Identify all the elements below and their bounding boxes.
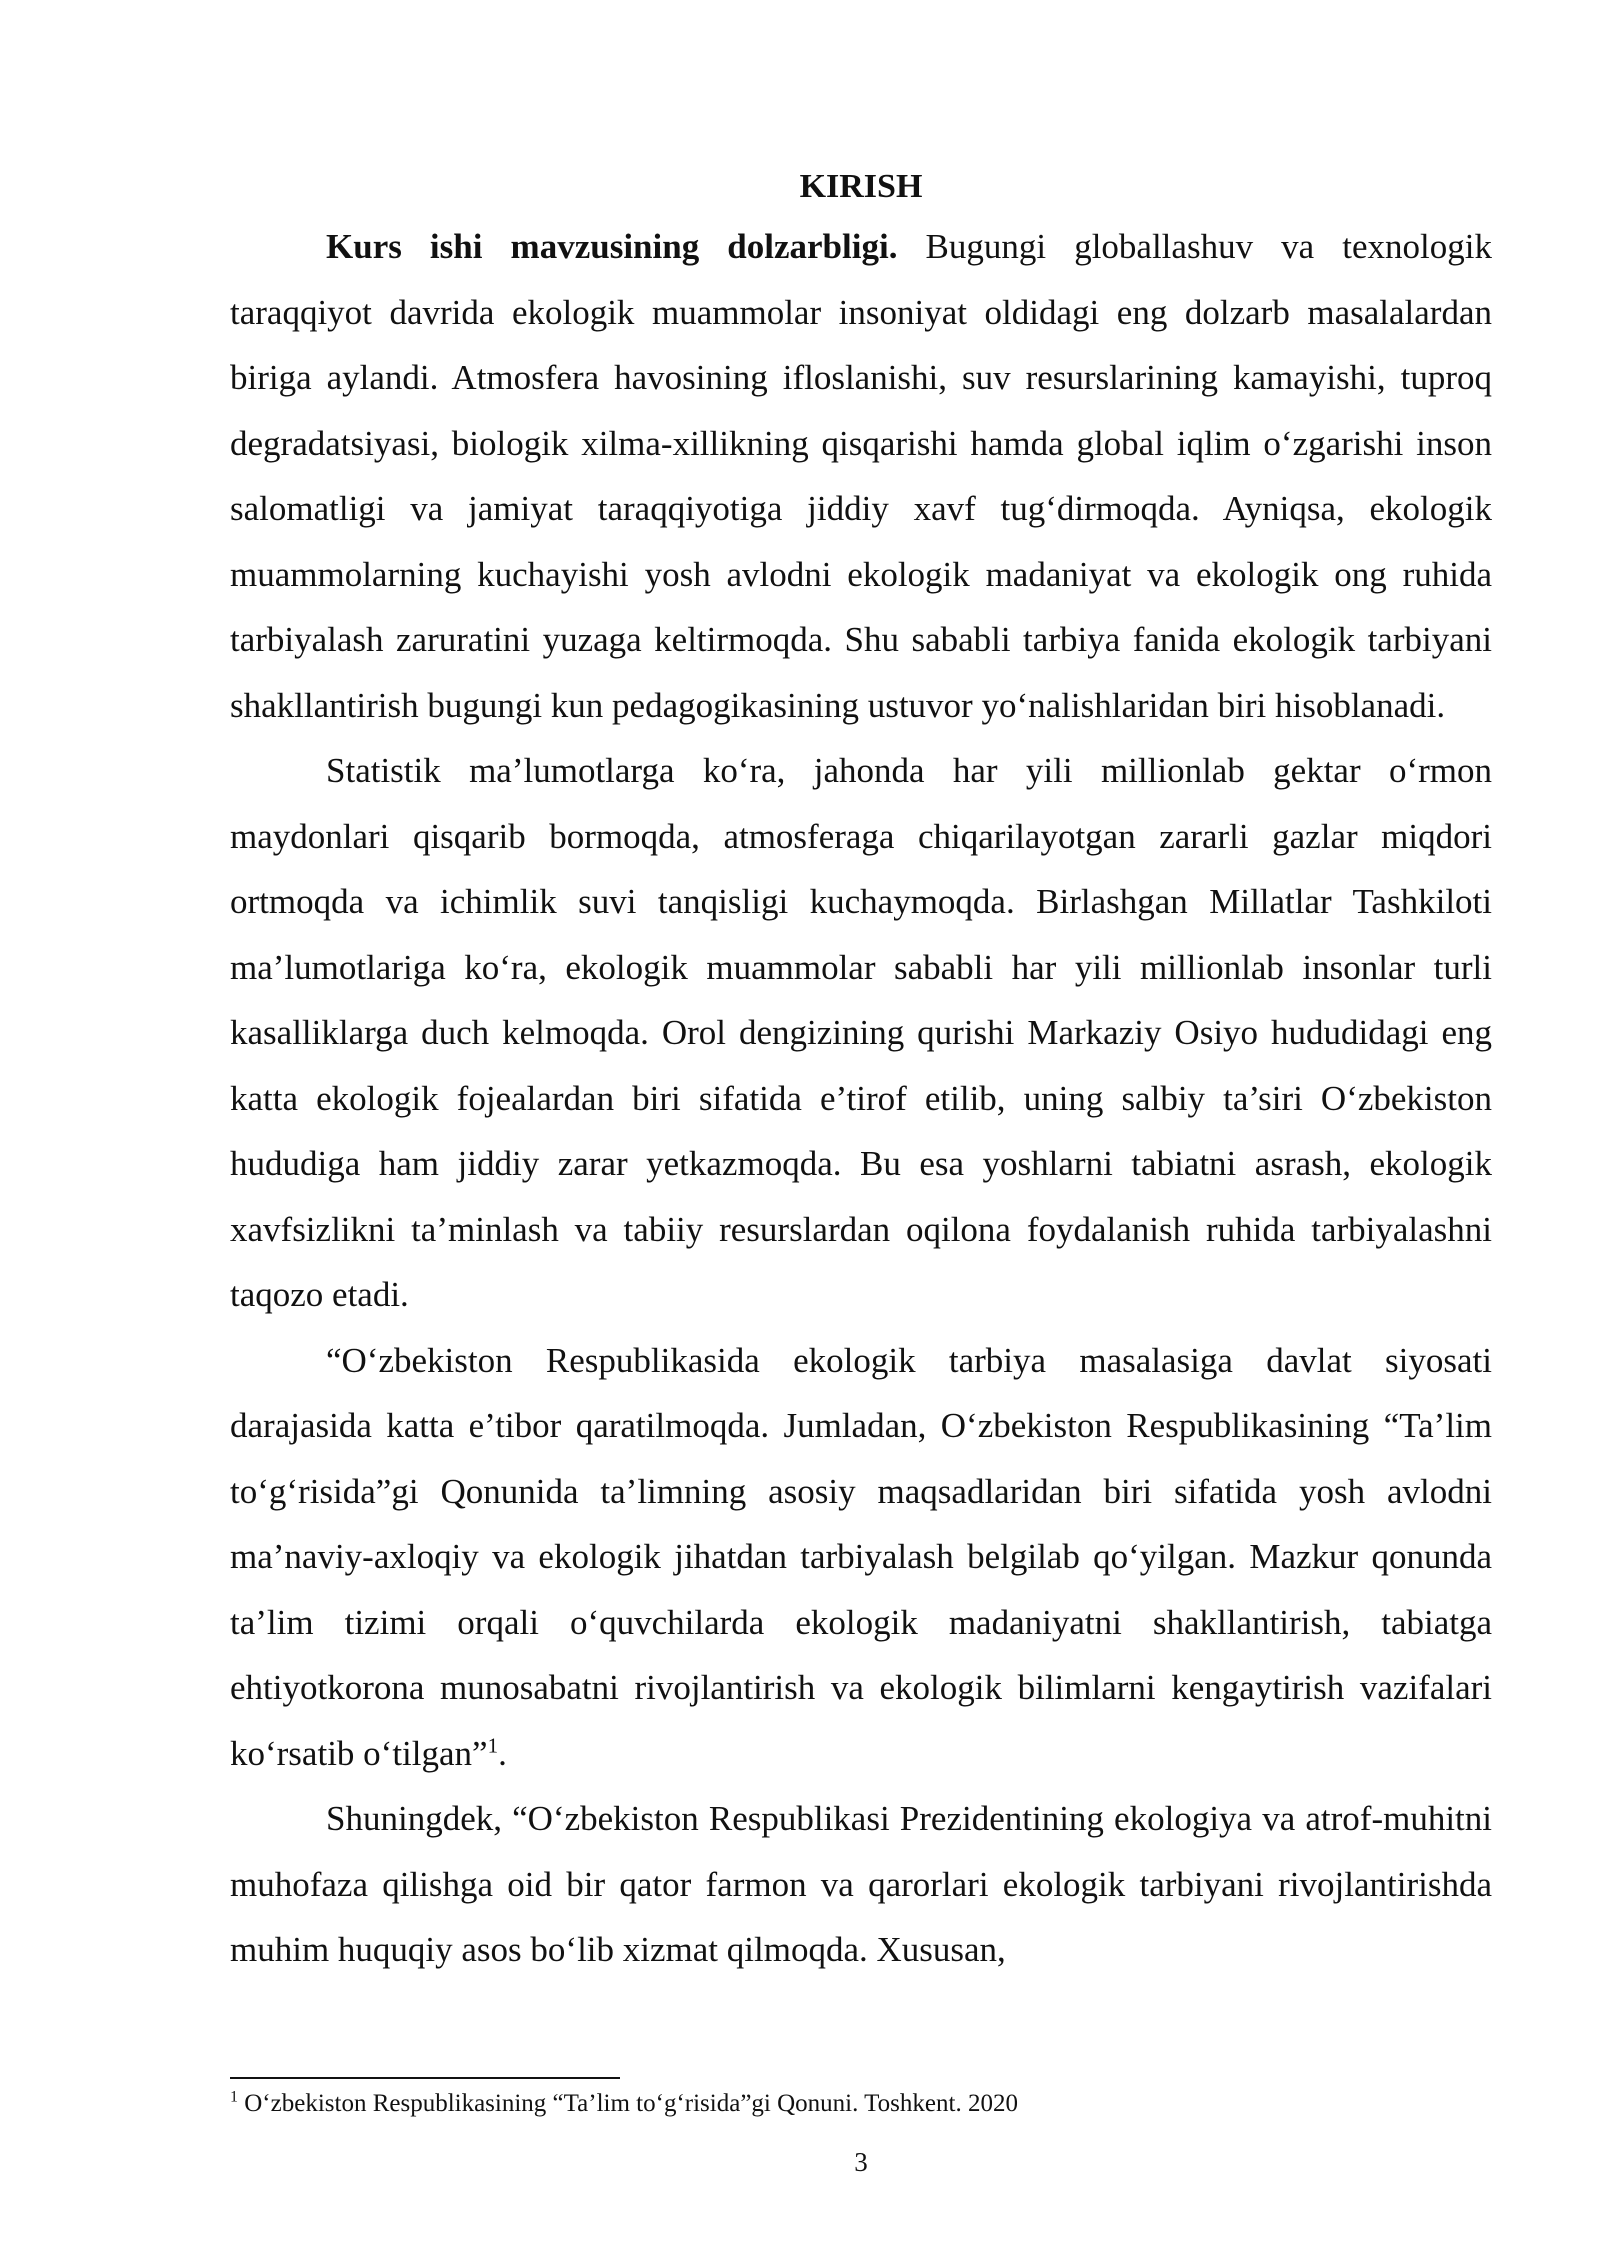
footnote-reference[interactable]: 1 bbox=[487, 1732, 499, 1757]
paragraph-text: “O‘zbekiston Respublikasida ekologik tarbiya masalasiga davlat siyosati darajasida katta e’tibor qaratilmoqda. Jumladan, O‘zbekiston Respublikasining “Ta’lim to‘g‘risida”gi Qonunida ta’limning asosiy maqsadlaridan biri sifatida yosh avlodni ma’naviy-axloqiy va ekologik jihatdan tarbiyalash belgilab qo‘yilgan. Mazkur qonunda ta’lim tizimi orqali o‘quvchilarda ekologik madaniyatni shakllantirish, tabiatga ehtiyotkorona munosabatni rivojlantirish va ekologik bilimlarni kengaytirish vazifalari ko‘rsatib o‘tilgan” bbox=[230, 1340, 1492, 1773]
footnote-marker: 1 bbox=[230, 2088, 238, 2106]
paragraph-tail: . bbox=[498, 1733, 507, 1773]
paragraph-text: Shuningdek, “O‘zbekiston Respublikasi Prezidentining ekologiya va atrof-muhitni muhofaza qilishga oid bir qator farmon va qarorlari ekologik tarbiyani rivojlantirishda muhim huquqiy asos bo‘lib xizmat qilmoqda. Xususan, bbox=[230, 1799, 1492, 1969]
paragraph-text: Bugungi globallashuv va texnologik taraqqiyot davrida ekologik muammolar insoniyat oldidagi eng dolzarb masalalardan biriga aylandi. Atmosfera havosining ifloslanishi, suv resurslarining kamayishi, tuproq degradatsiyasi, biologik xilma-xillikning qisqarishi hamda global iqlim o‘zgarishi inson salomatligi va jamiyat taraqqiyotiga jiddiy xavf tug‘dirmoqda. Ayniqsa, ekologik muammolarning kuchayishi yosh avlodni ekologik madaniyat va ekologik ong ruhida tarbiyalash zaruratini yuzaga keltirmoqda. Shu sababli tarbiya fanida ekologik tarbiyani shakllantirish bugungi kun pedagogikasining ustuvor yo‘nalishlaridan biri hisoblanadi. bbox=[230, 227, 1492, 725]
page-number: 3 bbox=[854, 2147, 868, 2177]
section-title: KIRISH bbox=[799, 168, 923, 205]
paragraph-statistics bbox=[230, 738, 1492, 1328]
paragraph-text: Statistik ma’lumotlarga ko‘ra, jahonda har yili millionlab gektar o‘rmon maydonlari qisqarib bormoqda, atmosferaga chiqarilayotgan zararli gazlar miqdori ortmoqda va ichimlik suvi tanqisligi kuchaymoqda. Birlashgan Millatlar Tashkiloti ma’lumotlariga ko‘ra, ekologik muammolar sababli har yili millionlab insonlar turli kasalliklarga duch kelmoqda. Orol dengizining qurishi Markaziy Osiyo hududidagi eng katta ekologik fojealardan biri sifatida e’tirof etilib, uning salbiy ta’siri O‘zbekiston hududiga ham jiddiy zarar yetkazmoqda. Bu esa yoshlarni tabiatni asrash, ekologik xavfsizlikni ta’minlash va tabiiy resurslardan oqilona foydalanish ruhida tarbiyalashni taqozo etadi. bbox=[230, 751, 1492, 1314]
footnote-text: O‘zbekiston Respublikasining “Ta’lim to‘g‘risida”gi Qonuni. Toshkent. 2020 bbox=[238, 2090, 1018, 2117]
document-page bbox=[230, 160, 1492, 1983]
footnote bbox=[230, 2087, 1492, 2121]
paragraph-state-policy bbox=[230, 1328, 1492, 1787]
paragraph-relevance bbox=[230, 214, 1492, 738]
paragraph-lead-heading: Kurs ishi mavzusining dolzarbligi. bbox=[326, 227, 898, 266]
paragraph-presidential-decrees bbox=[230, 1786, 1492, 1983]
footnote-separator bbox=[230, 2077, 620, 2079]
